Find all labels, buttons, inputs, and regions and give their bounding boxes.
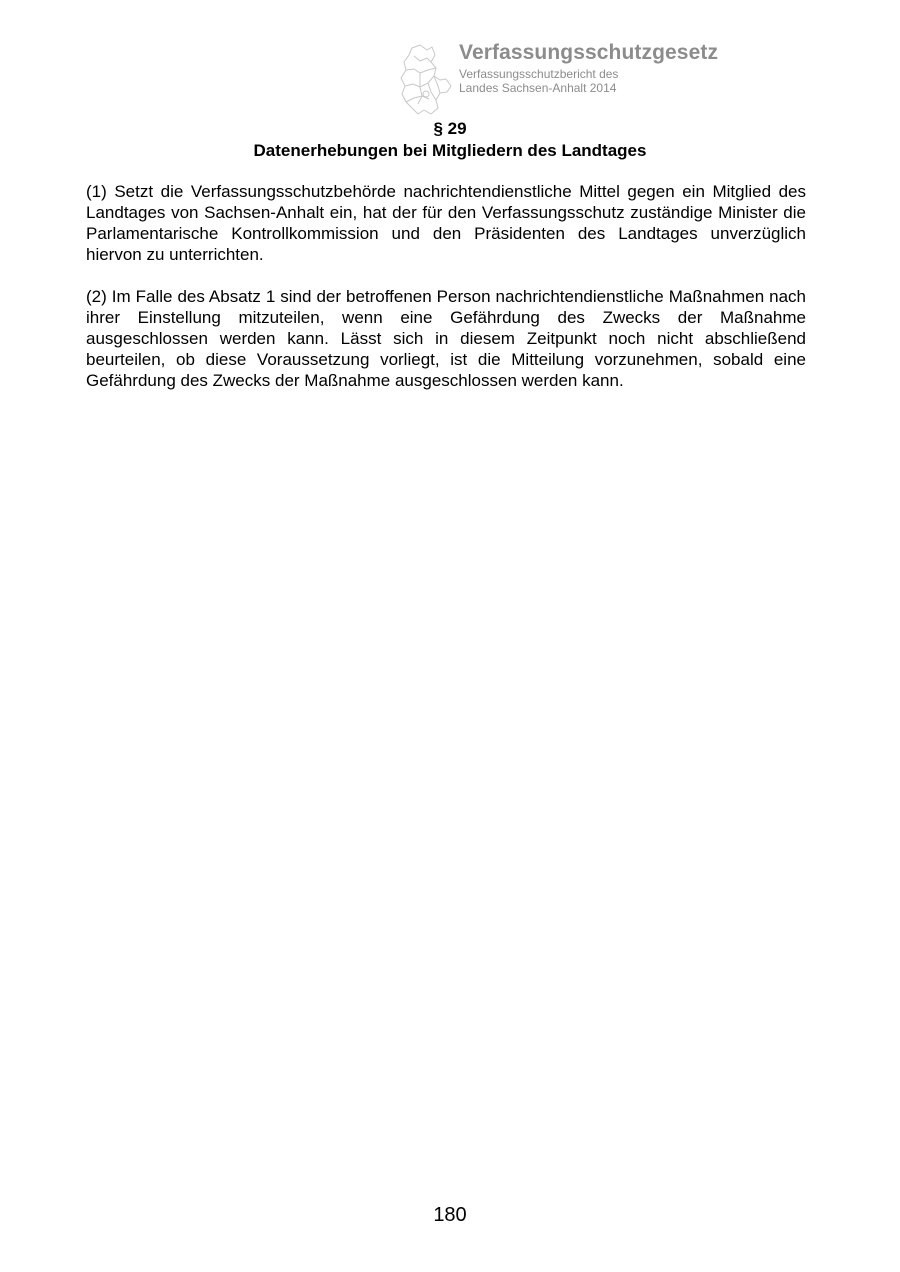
section-title: Datenerhebungen bei Mitgliedern des Landtages (253, 141, 647, 160)
page-number: 180 (433, 1204, 467, 1226)
header-subtitle-line1: Verfassungsschutzbericht des (459, 67, 619, 81)
paragraph-1: (1) Setzt die Verfassungsschutzbehörde nachrichtendienstliche Mittel gegen ein Mitglied des Landtages von Sachsen-Anhalt ein, hat der für den Verfassungsschutz zuständige Minister die Parlamentarische Kontrollkommission und den Präsidenten des Landtages unverzüglich hiervon zu unterrichten. (86, 182, 806, 264)
paragraph-2: (2) Im Falle des Absatz 1 sind der betroffenen Person nachrichtendienstliche Maßnahmen nach ihrer Einstellung mitzuteilen, wenn eine Gefährdung des Zwecks der Maßnahme ausgeschlossen werden kann. Lässt sich in diesem Zeitpunkt noch nicht abschließend beurteilen, ob diese Voraussetzung vorliegt, ist die Mitteilung vorzunehmen, sobald eine Gefährdung des Zwecks der Maßnahme ausgeschlossen werden kann. (86, 287, 806, 390)
header-subtitle-line2: Landes Sachsen-Anhalt 2014 (459, 81, 617, 95)
header-title: Verfassungsschutzgesetz (459, 41, 719, 64)
sachsen-anhalt-map-icon (398, 42, 454, 116)
section-number: § 29 (433, 119, 467, 138)
page-header (398, 40, 758, 116)
